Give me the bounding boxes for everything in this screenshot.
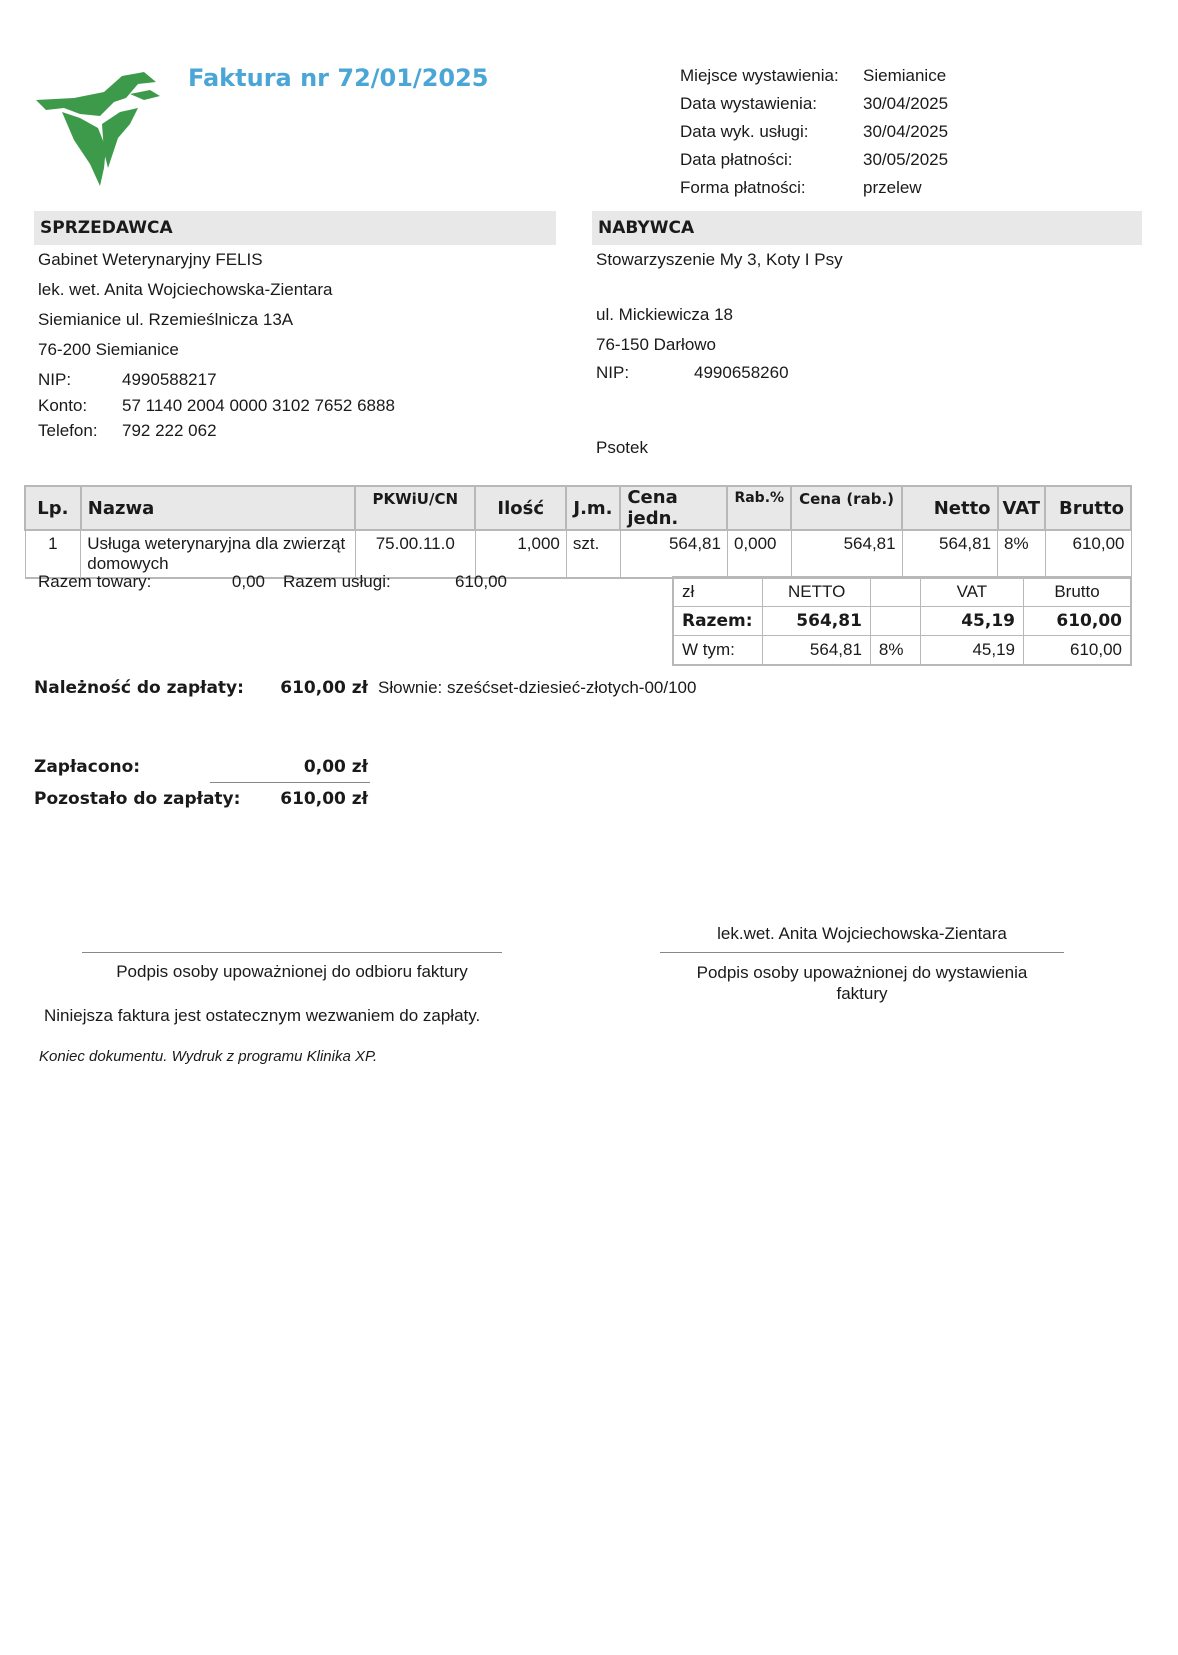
col-cena: Cena jedn. <box>620 486 727 530</box>
meta-issue-date: Data wystawienia: 30/04/2025 <box>680 94 949 113</box>
vat-total-row <box>673 607 1131 636</box>
vat-head-netto: NETTO <box>763 577 870 607</box>
vat-total-vat: 45,19 <box>920 607 1023 636</box>
meta-place: Miejsce wystawienia: Siemianice <box>680 66 947 85</box>
cell-netto: 564,81 <box>902 530 997 578</box>
items-header-row <box>25 486 1131 530</box>
vat-total-label: Razem: <box>673 607 763 636</box>
meta-payment-form: Forma płatności: przelew <box>680 178 922 197</box>
meta-payment-date: Data płatności: 30/05/2025 <box>680 150 949 169</box>
paid-value: 0,00 zł <box>303 757 368 777</box>
vat-wtym-netto: 564,81 <box>763 636 870 666</box>
seller-nip: NIP: 4990588217 <box>38 370 217 389</box>
final-notice: Niniejsza faktura jest ostatecznym wezwaniem do zapłaty. <box>44 1006 481 1025</box>
seller-address: Siemianice ul. Rzemieślnicza 13A <box>38 310 294 329</box>
paid-underline <box>210 782 370 783</box>
amount-due-value: 610,00 zł <box>280 678 368 698</box>
remaining-value: 610,00 zł <box>280 789 368 809</box>
vat-wtym-rate: 8% <box>870 636 920 666</box>
buyer-note: Psotek <box>596 438 648 457</box>
col-netto: Netto <box>902 486 997 530</box>
document-footer: Koniec dokumentu. Wydruk z programu Klinika XP. <box>39 1048 378 1065</box>
col-vat: VAT <box>998 486 1046 530</box>
subtotal-goods-value: 0,00 <box>231 572 265 591</box>
col-pkwiu: PKWiU/CN <box>355 486 475 530</box>
meta-service-date: Data wyk. usługi: 30/04/2025 <box>680 122 949 141</box>
buyer-nip: NIP: 4990658260 <box>596 363 789 382</box>
buyer-city: 76-150 Darłowo <box>596 335 717 354</box>
seller-header: SPRZEDAWCA <box>34 211 556 245</box>
amount-in-words: Słownie: sześćset-dziesieć-złotych-00/100 <box>378 678 697 697</box>
cell-vat: 8% <box>998 530 1046 578</box>
cell-nazwa: Usługa weterynaryjna dla zwierząt domowych <box>81 530 356 578</box>
seller-phone: Telefon: 792 222 062 <box>38 421 217 440</box>
issuer-signature-caption: Podpis osoby upoważnionej do wystawienia faktury <box>696 963 1028 1003</box>
vat-head-brutto: Brutto <box>1024 577 1132 607</box>
buyer-header: NABYWCA <box>592 211 1142 245</box>
col-rabat: Rab.% <box>727 486 791 530</box>
remaining-label: Pozostało do zapłaty: <box>34 789 241 809</box>
amount-due-label: Należność do zapłaty: <box>34 678 244 698</box>
col-nazwa: Nazwa <box>81 486 356 530</box>
receiver-signature-line <box>82 952 502 953</box>
vat-summary-table <box>672 576 1132 666</box>
table-row <box>25 530 1131 578</box>
vat-wtym-vat: 45,19 <box>920 636 1023 666</box>
issuer-signature-line <box>660 952 1064 953</box>
buyer-name: Stowarzyszenie My 3, Koty I Psy <box>596 250 843 269</box>
seller-name: Gabinet Weterynaryjny FELIS <box>38 250 263 269</box>
items-table <box>24 485 1132 579</box>
cell-cena: 564,81 <box>620 530 727 578</box>
subtotal-services-value: 610,00 <box>455 572 507 591</box>
issuer-name: lek.wet. Anita Wojciechowska-Zientara <box>717 924 1007 943</box>
cell-ilosc: 1,000 <box>475 530 566 578</box>
receiver-signature-caption: Podpis osoby upoważnionej do odbioru faktury <box>116 962 468 981</box>
seller-person: lek. wet. Anita Wojciechowska-Zientara <box>38 280 333 299</box>
cell-brutto: 610,00 <box>1045 530 1131 578</box>
subtotal-services-label: Razem usługi: <box>283 572 391 591</box>
vat-wtym-brutto: 610,00 <box>1024 636 1132 666</box>
vat-total-netto: 564,81 <box>763 607 870 636</box>
vat-total-brutto: 610,00 <box>1024 607 1132 636</box>
cell-pkwiu: 75.00.11.0 <box>355 530 475 578</box>
subtotal-goods-label: Razem towary: <box>38 572 152 591</box>
vat-currency: zł <box>673 577 763 607</box>
vat-wtym-row <box>673 636 1131 666</box>
paid-label: Zapłacono: <box>34 757 141 777</box>
invoice-title: Faktura nr 72/01/2025 <box>188 64 489 92</box>
seller-account: Konto: 57 1140 2004 0000 3102 7652 6888 <box>38 396 395 415</box>
buyer-address: ul. Mickiewicza 18 <box>596 305 733 324</box>
clinic-logo <box>34 68 162 186</box>
col-ilosc: Ilość <box>475 486 566 530</box>
cell-lp: 1 <box>25 530 81 578</box>
cell-rabat: 0,000 <box>727 530 791 578</box>
vat-wtym-label: W tym: <box>673 636 763 666</box>
vat-header-row <box>673 577 1131 607</box>
col-brutto: Brutto <box>1045 486 1131 530</box>
cell-cena-rab: 564,81 <box>791 530 902 578</box>
cell-jm: szt. <box>566 530 620 578</box>
invoice-meta <box>680 62 948 202</box>
col-lp: Lp. <box>25 486 81 530</box>
seller-city: 76-200 Siemianice <box>38 340 179 359</box>
col-jm: J.m. <box>566 486 620 530</box>
vat-head-vat: VAT <box>920 577 1023 607</box>
col-cena-rab: Cena (rab.) <box>791 486 902 530</box>
